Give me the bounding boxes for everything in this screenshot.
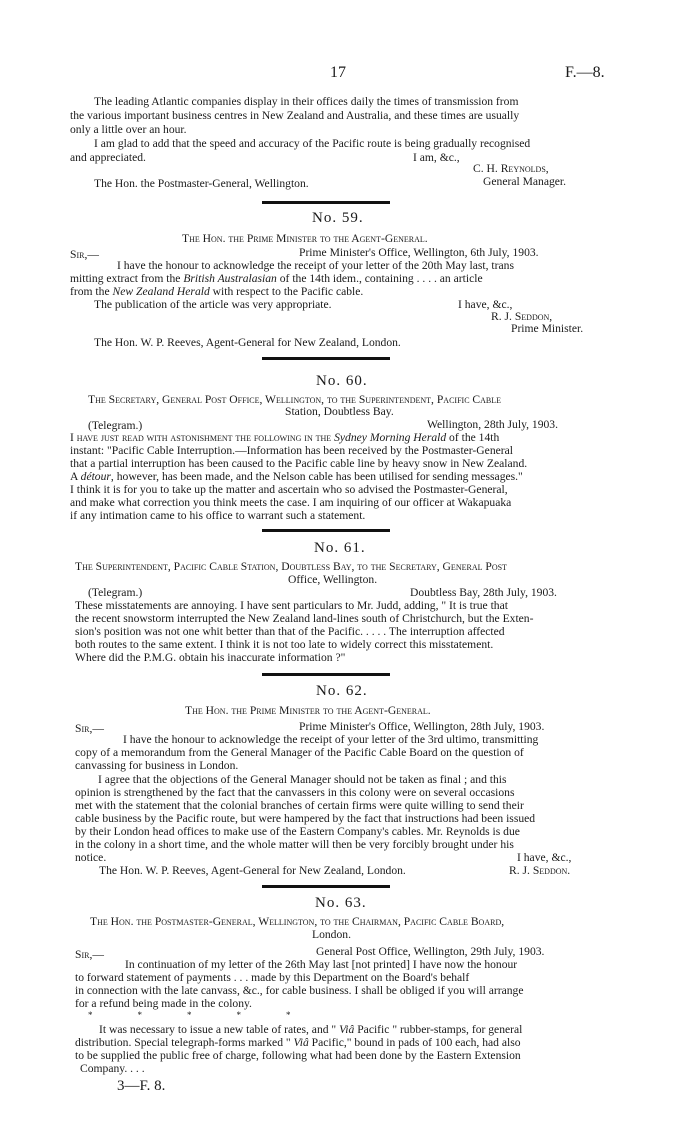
letter-62-line5: opinion is strengthened by the fact that the canvassers in this colony were on several occasions — [75, 786, 515, 799]
letter-61-from-to-2: Office, Wellington. — [288, 573, 378, 586]
section-divider — [262, 885, 390, 888]
letter-59-closing: I have, &c., — [458, 298, 513, 311]
letter-62-salutation: Sir,— — [75, 722, 104, 735]
letter-60-line2: instant: "Pacific Cable Interruption.—Information has been received by the Postmaster-General — [70, 444, 513, 457]
intro-p1-line1: The leading Atlantic companies display in their offices daily the times of transmission from — [94, 95, 519, 108]
letter-number-59: No. 59. — [312, 210, 364, 226]
document-reference: F.—8. — [565, 64, 605, 81]
letter-61-place-date: Doubtless Bay, 28th July, 1903. — [410, 586, 557, 599]
letter-62-closing: I have, &c., — [517, 851, 572, 864]
letter-63-line3: in connection with the late canvass, &c., for cable business. I shall be obliged if you will arrange — [75, 984, 524, 997]
letter-63-salutation: Sir,— — [75, 948, 104, 961]
letter-61-line1: These misstatements are annoying. I have sent particulars to Mr. Judd, adding, " It is true that — [75, 599, 508, 612]
letter-61-from-to-1: The Superintendent, Pacific Cable Station, Doubtless Bay, to the Secretary, General Post — [75, 560, 507, 573]
letter-63-line4: for a refund being made in the colony. — [75, 997, 252, 1010]
letter-63-from-to-1: The Hon. the Postmaster-General, Wellington, to the Chairman, Pacific Cable Board, — [90, 915, 505, 928]
letter-63-line1: In continuation of my letter of the 26th May last [not printed] I have now the honour — [125, 958, 518, 971]
letter-62-line9: in the colony in a short time, and the whole matter will then be very forcibly brought under his — [75, 838, 514, 851]
letter-63-line7: to be supplied the public free of charge, following what had been done by the Eastern Extension — [75, 1049, 521, 1062]
letter-60-from-to-2: Station, Doubtless Bay. — [285, 405, 394, 418]
letter-61-line2: the recent snowstorm interrupted the New Zealand land-lines south of Christchurch, but the Exten- — [75, 612, 534, 625]
letter-60-line1: I have just read with astonishment the following in the Sydney Morning Herald of the 14th — [70, 431, 500, 444]
omission-stars: * * * * * — [88, 1010, 291, 1020]
letter-62-signer: R. J. Seddon. — [509, 864, 571, 877]
letter-62-line2: copy of a memorandum from the General Manager of the Pacific Cable Board on the question of — [75, 746, 524, 759]
letter-63-place-date: General Post Office, Wellington, 29th July, 1903. — [316, 945, 545, 958]
intro-signer: C. H. Reynolds, — [473, 162, 549, 175]
letter-59-signer-title: Prime Minister. — [511, 322, 584, 335]
letter-59-from-to: The Hon. the Prime Minister to the Agent-General. — [182, 232, 428, 245]
letter-59-place-date: Prime Minister's Office, Wellington, 6th July, 1903. — [299, 246, 539, 259]
intro-p2-line2: and appreciated. — [70, 151, 146, 164]
letter-number-60: No. 60. — [316, 373, 368, 389]
letter-61-telegram: (Telegram.) — [88, 586, 143, 599]
letter-62-line4: I agree that the objections of the General Manager should not be taken as final ; and this — [98, 773, 507, 786]
intro-addressee: The Hon. the Postmaster-General, Wellington. — [94, 177, 309, 190]
letter-61-line4: both routes to the same extent. I think it is not too late to widely correct this misstatement. — [75, 638, 494, 651]
intro-closing: I am, &c., — [413, 151, 460, 164]
letter-60-line3: that a partial interruption has been caused to the Pacific cable line by heavy snow in New Zealand. — [70, 457, 528, 470]
letter-60-line6: and make what correction you think meets the case. I am inquiring of our officer at Wakapuaka — [70, 496, 512, 509]
letter-60-line4: A détour, however, has been made, and the Nelson cable has been utilised for sending messages." — [70, 470, 523, 483]
letter-60-from-to-1: The Secretary, General Post Office, Wellington, to the Superintendent, Pacific Cable — [88, 393, 502, 406]
intro-p1-line3: only a little over an hour. — [70, 123, 187, 136]
letter-number-62: No. 62. — [316, 683, 368, 699]
section-divider — [262, 673, 390, 676]
letter-63-line5: It was necessary to issue a new table of rates, and " Viâ Pacific " rubber-stamps, for general — [99, 1023, 523, 1036]
letter-62-line3: canvassing for business in London. — [75, 759, 239, 772]
section-divider — [262, 529, 390, 532]
letter-60-line5: I think it is for you to take up the matter and ascertain who so advised the Postmaster-General, — [70, 483, 508, 496]
letter-62-line10: notice. — [75, 851, 107, 864]
section-divider — [262, 357, 390, 360]
page-number: 17 — [330, 64, 346, 81]
intro-p1-line2: the various important business centres in New Zealand and Australia, and these times are usually — [70, 109, 520, 122]
letter-59-line4: The publication of the article was very appropriate. — [94, 298, 332, 311]
letter-62-addressee: The Hon. W. P. Reeves, Agent-General for New Zealand, London. — [99, 864, 406, 877]
letter-59-line3: from the New Zealand Herald with respect to the Pacific cable. — [70, 285, 364, 298]
letter-62-line6: met with the statement that the colonial branches of certain firms were quite willing to send their — [75, 799, 524, 812]
intro-signer-title: General Manager. — [483, 175, 567, 188]
letter-63-from-to-2: London. — [312, 928, 351, 941]
letter-62-line7: cable business by the Pacific route, but were hampered by the fact that instructions had been issued — [75, 812, 536, 825]
letter-61-line5: Where did the P.M.G. obtain his inaccurate information ?" — [75, 651, 346, 664]
letter-63-line2: to forward statement of payments . . . made by this Department on the Board's behalf — [75, 971, 470, 984]
letter-63-line6: distribution. Special telegraph-forms marked " Viâ Pacific," bound in pads of 100 each, had also — [75, 1036, 521, 1049]
letter-62-line8: by their London head offices to make use of the Eastern Company's cables. Mr. Reynolds is due — [75, 825, 520, 838]
letter-59-signer: R. J. Seddon, — [491, 310, 553, 323]
letter-59-addressee: The Hon. W. P. Reeves, Agent-General for New Zealand, London. — [94, 336, 401, 349]
letter-60-telegram: (Telegram.) — [88, 419, 143, 432]
letter-61-line3: sion's position was not one whit better than that of the Pacific. . . . . The interruption affected — [75, 625, 505, 638]
letter-62-place-date: Prime Minister's Office, Wellington, 28th July, 1903. — [299, 720, 545, 733]
intro-p2-line1: I am glad to add that the speed and accuracy of the Pacific route is being gradually recognised — [94, 137, 531, 150]
letter-62-line1: I have the honour to acknowledge the receipt of your letter of the 3rd ultimo, transmitting — [123, 733, 539, 746]
letter-59-salutation: Sir,— — [70, 248, 99, 261]
letter-60-place-date: Wellington, 28th July, 1903. — [427, 418, 558, 431]
letter-59-line2: mitting extract from the British Australasian of the 14th idem., containing . . . . an article — [70, 272, 483, 285]
letter-60-line7: if any intimation came to his office to warrant such a statement. — [70, 509, 366, 522]
letter-63-line8: Company. . . . — [80, 1062, 145, 1075]
page-footer: 3—F. 8. — [117, 1078, 166, 1094]
letter-62-from-to: The Hon. the Prime Minister to the Agent-General. — [185, 704, 431, 717]
letter-number-63: No. 63. — [315, 895, 367, 911]
letter-number-61: No. 61. — [314, 540, 366, 556]
letter-59-line1: I have the honour to acknowledge the receipt of your letter of the 20th May last, trans — [117, 259, 514, 272]
section-divider — [262, 201, 390, 204]
